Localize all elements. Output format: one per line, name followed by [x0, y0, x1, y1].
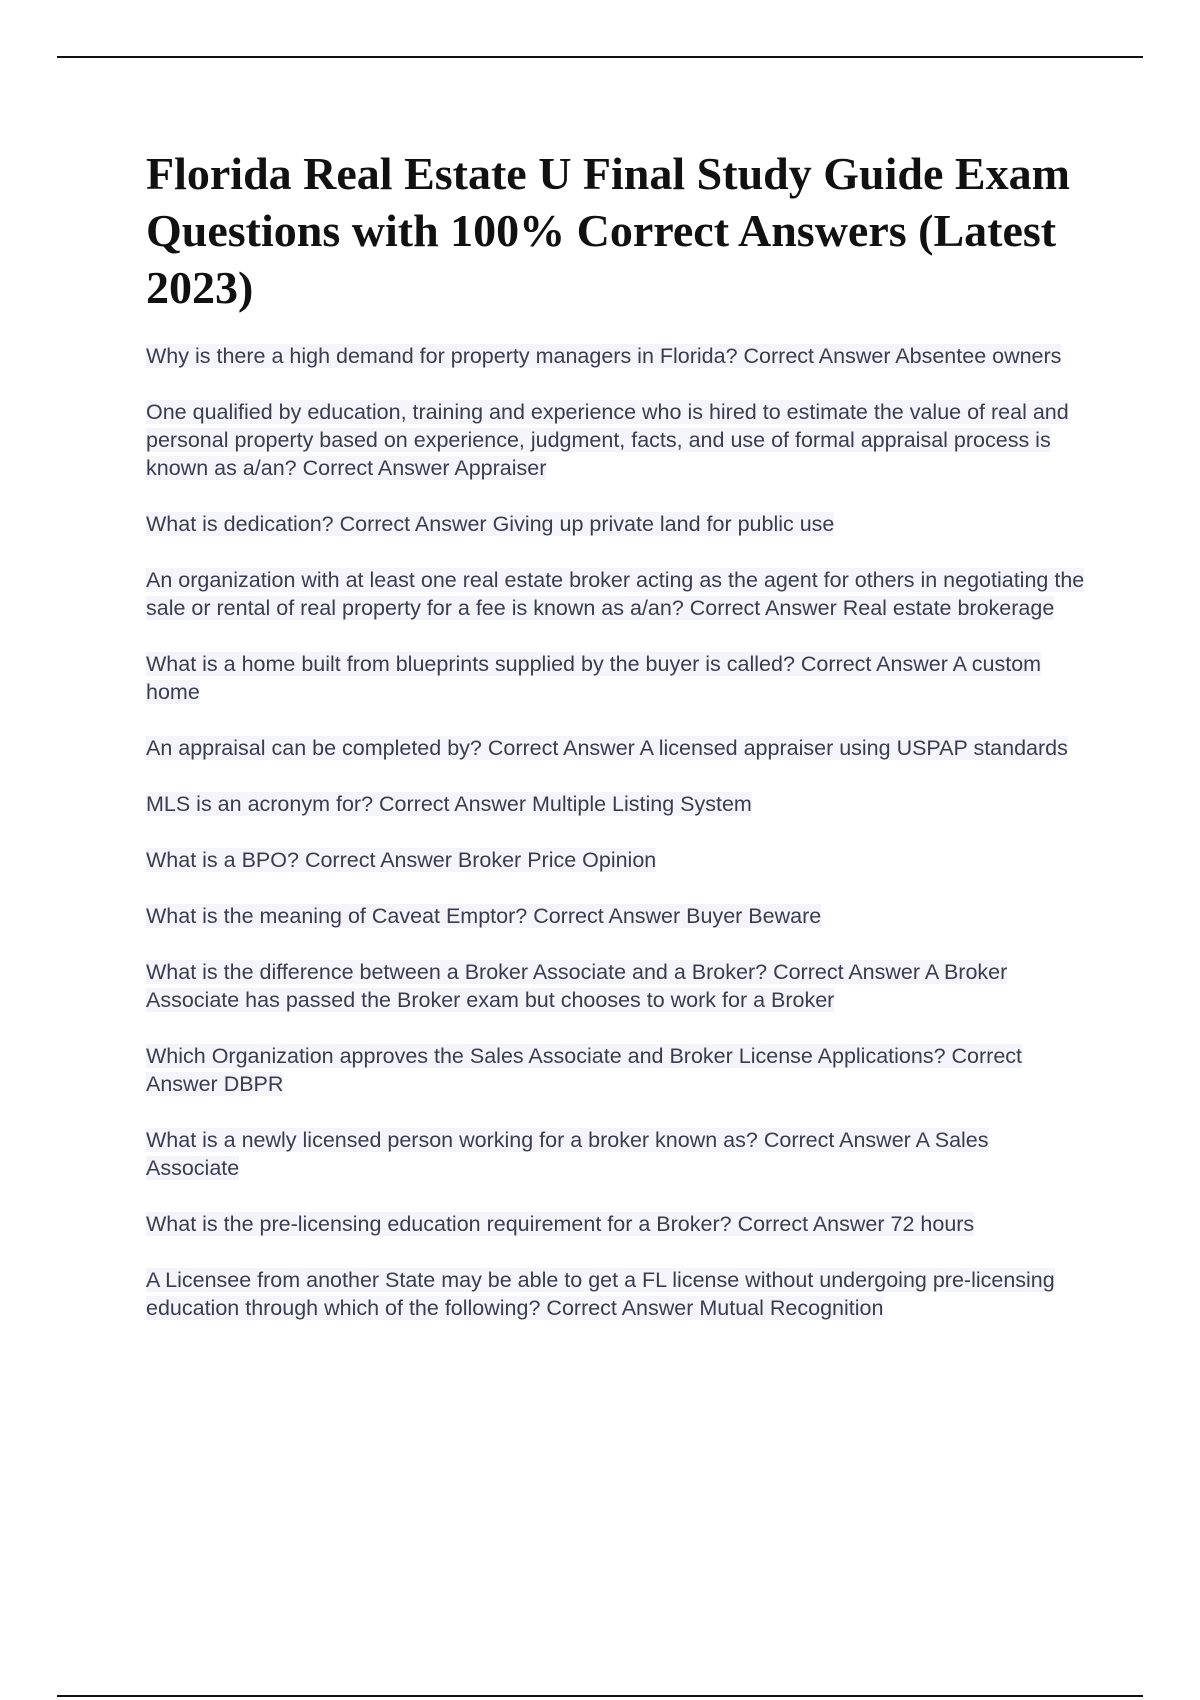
- header-rule: [57, 56, 1143, 58]
- qa-item: [146, 398, 1086, 482]
- answer-text: 72 hours: [890, 1212, 975, 1236]
- question-text: What is a newly licensed person working for a broker known as?: [146, 1128, 758, 1152]
- answer-label: Correct Answer: [743, 344, 891, 368]
- answer-text: Mutual Recognition: [699, 1296, 884, 1320]
- answer-text: A Sales Associate: [146, 1128, 989, 1180]
- answer-text: Broker Price Opinion: [457, 848, 657, 872]
- qa-item: [146, 510, 1086, 538]
- question-text: An organization with at least one real estate broker acting as the agent for others in negotiating the sale or rental of real property for a fee is known as a/an?: [146, 568, 1085, 620]
- question-text: An appraisal can be completed by?: [146, 736, 482, 760]
- question-text: Which Organization approves the Sales Associate and Broker License Applications?: [146, 1044, 946, 1068]
- question-text: What is the pre-licensing education requirement for a Broker?: [146, 1212, 732, 1236]
- answer-label: Correct Answer: [533, 904, 681, 928]
- question-text: What is the difference between a Broker Associate and a Broker?: [146, 960, 768, 984]
- answer-label: Correct Answer: [546, 1296, 694, 1320]
- qa-list: [146, 342, 1086, 1350]
- answer-label: Correct Answer: [146, 1044, 1023, 1096]
- answer-label: Correct Answer: [737, 1212, 885, 1236]
- answer-text: Multiple Listing System: [531, 792, 752, 816]
- answer-label: Correct Answer: [304, 848, 452, 872]
- question-text: One qualified by education, training and experience who is hired to estimate the value of real and personal property based on experience, judgment, facts, and use of formal appraisal process is known as a/an?: [146, 400, 1069, 480]
- qa-item: [146, 342, 1086, 370]
- answer-label: Correct Answer: [763, 1128, 911, 1152]
- answer-label: Correct Answer: [302, 456, 450, 480]
- qa-item: [146, 1266, 1086, 1322]
- answer-text: Appraiser: [454, 456, 547, 480]
- qa-item: [146, 790, 1086, 818]
- qa-item: [146, 1126, 1086, 1182]
- question-text: What is a home built from blueprints supplied by the buyer is called?: [146, 652, 795, 676]
- page-title: Florida Real Estate U Final Study Guide Exam Questions with 100% Correct Answers (Latest 2023): [146, 148, 1070, 313]
- qa-item: [146, 734, 1086, 762]
- question-text: MLS is an acronym for?: [146, 792, 374, 816]
- question-text: A Licensee from another State may be able to get a FL license without undergoing pre-licensing education through which of the following?: [146, 1268, 1055, 1320]
- qa-item: [146, 958, 1086, 1014]
- answer-text: A custom home: [146, 652, 1042, 704]
- answer-text: Buyer Beware: [686, 904, 822, 928]
- qa-item: [146, 1042, 1086, 1098]
- answer-text: A licensed appraiser using USPAP standards: [639, 736, 1068, 760]
- qa-item: [146, 1210, 1086, 1238]
- qa-item: [146, 650, 1086, 706]
- question-text: What is the meaning of Caveat Emptor?: [146, 904, 528, 928]
- answer-text: A Broker Associate has passed the Broker exam but chooses to work for a Broker: [146, 960, 1008, 1012]
- answer-text: Absentee owners: [895, 344, 1062, 368]
- question-text: What is dedication?: [146, 512, 334, 536]
- answer-text: Real estate brokerage: [842, 596, 1055, 620]
- answer-text: DBPR: [223, 1072, 284, 1096]
- answer-text: Giving up private land for public use: [492, 512, 835, 536]
- answer-label: Correct Answer: [487, 736, 635, 760]
- qa-item: [146, 846, 1086, 874]
- answer-label: Correct Answer: [339, 512, 487, 536]
- answer-label: Correct Answer: [800, 652, 948, 676]
- answer-label: Correct Answer: [689, 596, 837, 620]
- answer-label: Correct Answer: [379, 792, 526, 816]
- qa-item: [146, 902, 1086, 930]
- footer-rule: [57, 1695, 1143, 1697]
- qa-item: [146, 566, 1086, 622]
- question-text: What is a BPO?: [146, 848, 299, 872]
- answer-label: Correct Answer: [773, 960, 921, 984]
- question-text: Why is there a high demand for property managers in Florida?: [146, 344, 738, 368]
